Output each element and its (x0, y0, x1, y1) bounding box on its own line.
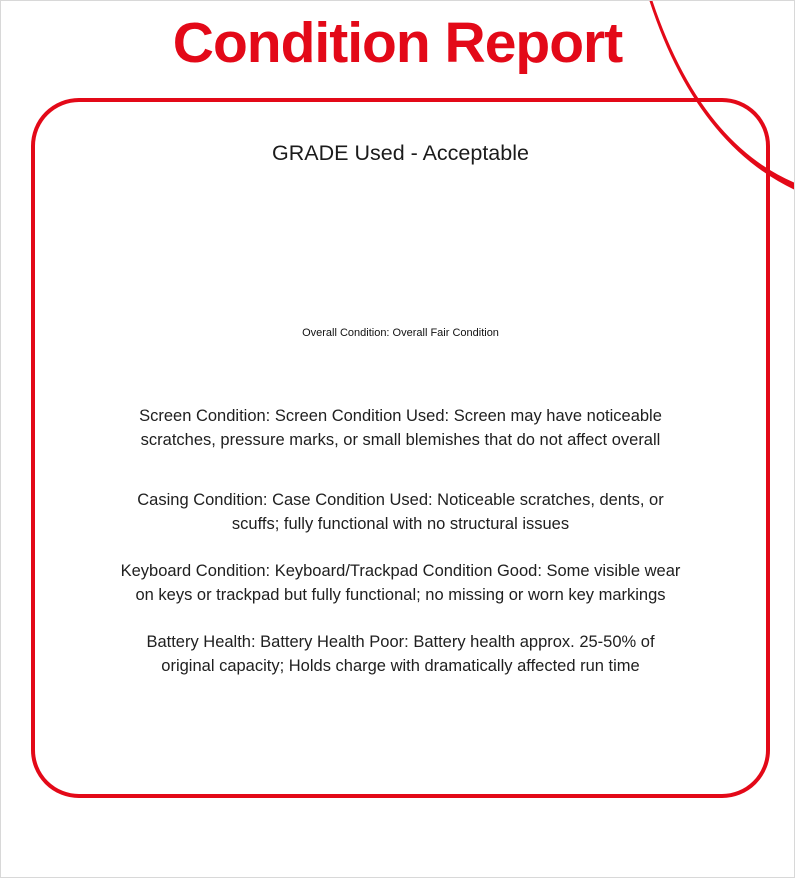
section-line: scuffs; fully functional with no structural issues (231, 515, 570, 533)
condition-section-screen (71, 404, 731, 452)
report-title: Condition Report (172, 11, 623, 75)
overall-condition-text: Overall Condition: Overall Fair Condition (302, 327, 499, 339)
section-line: Casing Condition: Case Condition Used: Noticeable scratches, dents, or (137, 491, 664, 509)
section-line: Keyboard Condition: Keyboard/Trackpad Condition Good: Some visible wear (120, 562, 681, 580)
section-line: on keys or trackpad but fully functional; no missing or worn key markings (135, 586, 666, 604)
section-line: scratches, pressure marks, or small blemishes that do not affect overall (140, 431, 661, 449)
grade-heading: GRADE Used - Acceptable (272, 141, 529, 165)
condition-section-battery (71, 630, 731, 678)
section-line: original capacity; Holds charge with dramatically affected run time (161, 657, 640, 675)
section-line: Screen Condition: Screen Condition Used: Screen may have noticeable (139, 407, 662, 425)
section-line: Battery Health: Battery Health Poor: Battery health approx. 25-50% of (146, 633, 655, 651)
condition-section-keyboard (71, 559, 731, 607)
condition-sections (35, 404, 766, 678)
condition-report-panel (31, 98, 770, 798)
condition-section-casing (71, 488, 731, 536)
